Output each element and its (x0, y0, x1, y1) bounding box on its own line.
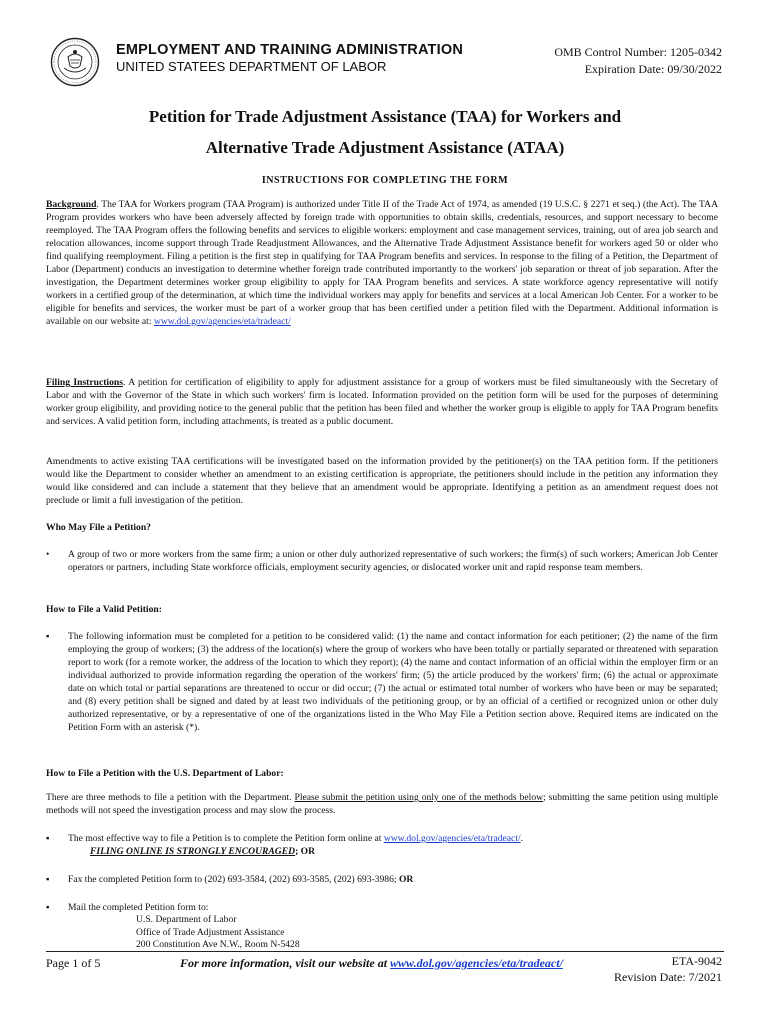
method-online-desc: The most effective way to file a Petition is to complete the Petition form online at (68, 833, 384, 844)
methods-intro-a: There are three methods to file a petition with the Department. (46, 792, 295, 803)
method-online-period: . (520, 833, 524, 844)
methods-intro-underlined: Please submit the petition using only one of the methods below (294, 792, 544, 803)
who-may-file-item (46, 548, 718, 574)
methods-intro-b: ; submitting the same petition using multiple methods will not speed the investigation process and may slow the process. (46, 792, 718, 816)
method-online-or: ; OR (295, 846, 316, 857)
form-info (614, 953, 722, 985)
filing-online-emphasis: FILING ONLINE IS STRONGLY ENCOURAGED (90, 846, 296, 857)
method-mail-text: Mail the completed Petition form to: (68, 902, 209, 913)
how-to-file-dol-heading: How to File a Petition with the U.S. Department of Labor: (46, 768, 284, 779)
page-number: Page 1 of 5 (46, 956, 101, 970)
fax-numbers: Fax the completed Petition form to (202) 693-3584, (202) 693-3585, (202) 693-3986; (68, 874, 399, 885)
background-paragraph (46, 198, 718, 328)
footer-info (180, 956, 563, 971)
tradeact-link[interactable]: www.dol.gov/agencies/eta/tradeact/ (153, 316, 291, 327)
title-line-1: Petition for Trade Adjustment Assistance (TAA) for Workers and (148, 107, 622, 126)
address-line: 200 Constitution Ave N.W., Room N-5428 (136, 939, 300, 951)
valid-petition-text: The following information must be completed for a petition to be considered valid: (1) the name and contact information for each petitioner; (2) the name of the firm employing the group of workers; (3) the address of the location(s) where the group of workers who have been totally or partially separated or threatened with separation report to work (for a remote worker, the address of the location to which they report); (4) the name and contact information of an official within the employer firm or an individual authorized to provide information regarding the operation of the workers' firm; (5) the article produced by the workers' firm; (6) the actual or approximate date on which total or partial separations are threatened to occur or did occur; (7) the actual or estimated total number of workers who have been or may be separated; and (8) every petition shall be signed and dated by at least two individuals of the petitioning group, or by an official of a certified or recognized union or other duly authorized representative, or by a representative of one of the organizations listed in the Who May File a Petition section above. Required items are indicated on the Petition Form with an asterisk (*). (68, 631, 718, 733)
title-line-2: Alternative Trade Adjustment Assistance (ATAA) (205, 138, 565, 157)
who-may-file-text: A group of two or more workers from the same firm; a union or other duly authorized representative of such workers; the firm(s) of such workers; American Job Center operators or partners, including State workforce officials, employment security agencies, or dislocated worker unit and rapid response team members. (68, 549, 718, 573)
department-of-labor-seal-icon (50, 37, 100, 87)
revision-date: Revision Date: 7/2021 (614, 970, 722, 984)
how-to-file-valid-heading: How to File a Valid Petition: (46, 604, 162, 615)
background-label: Background (46, 199, 97, 210)
instructions-heading: INSTRUCTIONS FOR COMPLETING THE FORM (261, 175, 509, 186)
address-line: U.S. Department of Labor (136, 914, 237, 925)
valid-petition-item (46, 630, 718, 734)
method-online-item (46, 832, 718, 858)
bullet-square-icon: ▪ (46, 833, 50, 844)
methods-intro (46, 791, 718, 817)
footer-divider (46, 951, 724, 952)
omb-control-number: OMB Control Number: 1205-0342 (554, 45, 722, 59)
method-mail-item (46, 901, 718, 914)
department-name: UNITED STATEES DEPARTMENT OF LABOR (116, 59, 387, 74)
footer-info-text: For more information, visit our website at (180, 956, 391, 970)
bullet-square-icon: ▪ (46, 631, 50, 642)
method-fax-or: OR (398, 874, 414, 885)
background-text: . The TAA for Workers program (TAA Program) is authorized under Title II of the Trade Act of 1974, as amended (19 U.S.C. § 2271 et seq.) (the Act). The TAA Program provides workers who have been adversely affected by foreign trade with opportunities to obtain skills, credentials, resources, and support necessary to become reemployed. The TAA Program offers the following benefits and services to eligible workers: employment and case management services, training, out of area job search and relocation allowances, income support through Trade Readjustment Allowances, and the Alternative Trade Adjustment Assistance benefit for workers aged 50 or older who find qualifying reemployment. Filing a petition is the first step in qualifying for TAA Program benefits and services. In response to the filing of a Petition, the Department of Labor (Department) conducts an investigation to determine whether foreign trade contributed importantly to the workers' job separation or threat of job separation. After the investigation, the Department determines worker group eligibility to apply for TAA Program benefits and services. A state workforce agency representative will notify workers in a certified group of the determination, at which time the individual workers may apply for benefits and services at a local American Job Center. For a worker to be eligible for benefits and services, the worker must be part of a worker group that has been certified under a petition filed with the Department. Additional information is available on our website at: (46, 199, 718, 327)
method-fax-item (46, 873, 718, 886)
filing-label: Filing Instructions (46, 377, 123, 388)
agency-block (116, 42, 463, 74)
amendments-paragraph: Amendments to active existing TAA certifications will be investigated based on the information provided by the petitioner(s) on the TAA petition form. If the petitioners would like the Department to consider whether an amendment to an existing certification is appropriate, the petitioners should include in the petition any information they would like considered and can include a statement that they believe that an amendment would be appropriate. Identifying a petition as an amendment request does not preclude or limit a full investigation of the petition. (46, 456, 718, 506)
filing-paragraph (46, 376, 718, 428)
bullet-square-icon: ▪ (46, 874, 50, 885)
agency-name: EMPLOYMENT AND TRAINING ADMINISTRATION (116, 42, 463, 58)
expiration-date: Expiration Date: 09/30/2022 (584, 62, 722, 76)
form-number: ETA-9042 (671, 954, 722, 968)
omb-block (554, 44, 722, 78)
method-online-text (68, 832, 718, 858)
filing-text: . A petition for certification of eligibility to apply for adjustment assistance for a group of workers must be filed simultaneously with the Secretary of Labor and with the Governor of the State in which such workers' firm is located. Information provided on the petition form will be used for the purposes of determining worker group eligibility, and providing notice to the general public that the petition has been filed and whether the worker group is eligible to apply for TAA Program benefits and services. A valid petition form, including attachments, is treated as a public document. (46, 377, 718, 427)
bullet-dot-icon: • (46, 549, 50, 560)
who-may-file-heading: Who May File a Petition? (46, 522, 151, 533)
method-fax-text (68, 873, 718, 886)
document-title (40, 101, 730, 163)
bullet-square-icon: ▪ (46, 902, 50, 913)
online-petition-link[interactable]: www.dol.gov/agencies/eta/tradeact/ (383, 833, 521, 844)
footer-link[interactable]: www.dol.gov/agencies/eta/tradeact/ (390, 956, 563, 970)
mailing-address (136, 914, 300, 952)
address-line: Office of Trade Adjustment Assistance (136, 926, 285, 938)
